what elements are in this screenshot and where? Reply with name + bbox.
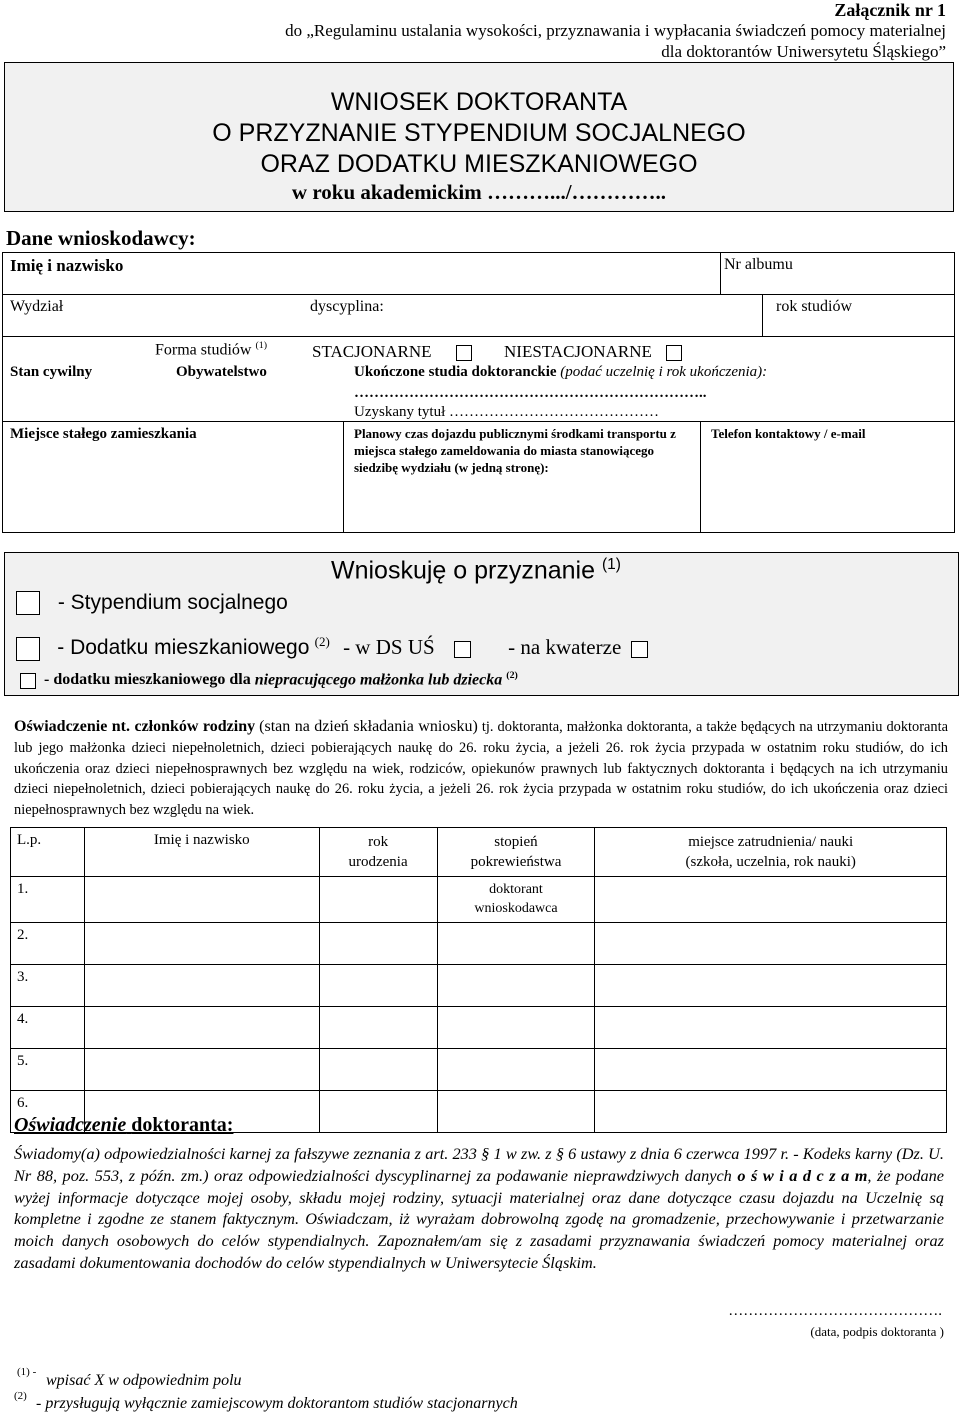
row-name-cell[interactable] bbox=[84, 965, 319, 1007]
study-year-label: rok studiów bbox=[776, 298, 852, 315]
social-scholarship-label: - Stypendium socjalnego bbox=[57, 591, 288, 614]
stationary-checkbox[interactable] bbox=[456, 345, 472, 361]
row-relation-cell[interactable] bbox=[437, 1091, 595, 1133]
title-line-3: ORAZ DODATKU MIESZKANIOWEGO bbox=[260, 150, 698, 178]
table-row: 1. doktorant wnioskodawca bbox=[11, 877, 947, 923]
row-relation-cell[interactable] bbox=[437, 965, 595, 1007]
table-row: 5. bbox=[11, 1049, 947, 1091]
row-name-cell[interactable] bbox=[84, 1007, 319, 1049]
row-birth-cell[interactable] bbox=[319, 1049, 437, 1091]
applicant-section-title: Dane wnioskodawcy: bbox=[6, 226, 196, 250]
row-relation-cell[interactable] bbox=[437, 1049, 595, 1091]
stationary-option bbox=[312, 342, 472, 362]
family-table-header bbox=[11, 828, 947, 877]
col-lp: L.p. bbox=[11, 828, 85, 877]
table-row: 2. bbox=[11, 923, 947, 965]
title-obtained-label: Uzyskany tytuł …………………………………… bbox=[354, 404, 659, 420]
album-label: Nr albumu bbox=[724, 256, 793, 273]
footnote-1-text: wpisać X w odpowiednim polu bbox=[46, 1372, 242, 1389]
family-table bbox=[10, 827, 947, 1133]
row-workplace-cell[interactable] bbox=[595, 1007, 947, 1049]
housing-allowance-checkbox[interactable] bbox=[16, 637, 40, 661]
academic-year-line: w roku akademickim ……….../………….. bbox=[291, 180, 667, 204]
social-scholarship-option bbox=[16, 591, 288, 615]
row-name-cell[interactable] bbox=[84, 877, 319, 923]
residence-label: Miejsce stałego zamieszkania bbox=[10, 426, 197, 442]
row-workplace-cell[interactable] bbox=[595, 877, 947, 923]
discipline-label: dyscyplina: bbox=[310, 298, 384, 315]
social-scholarship-checkbox[interactable] bbox=[16, 591, 40, 615]
row-birth-cell[interactable] bbox=[319, 1091, 437, 1133]
col-birth: rok urodzenia bbox=[319, 828, 437, 877]
col-workplace: miejsce zatrudnienia/ nauki (szkoła, uczelnia, rok nauki) bbox=[595, 828, 947, 877]
col-name: Imię i nazwisko bbox=[84, 828, 319, 877]
row-workplace-cell[interactable] bbox=[595, 1049, 947, 1091]
faculty-label: Wydział bbox=[10, 298, 64, 315]
table-row: 4. bbox=[11, 1007, 947, 1049]
title-line-2: O PRZYZNANIE STYPENDIUM SOCJALNEGO bbox=[212, 119, 746, 147]
row-name-cell[interactable] bbox=[84, 1049, 319, 1091]
row-relation-cell[interactable] bbox=[437, 1007, 595, 1049]
regulation-line-1: do „Regulaminu ustalania wysokości, przyznawania i wypłacania świadczeń pomocy materialnej bbox=[285, 21, 946, 40]
housing-allowance-label: - Dodatku mieszkaniowego bbox=[57, 636, 310, 659]
citizenship-label: Obywatelstwo bbox=[176, 364, 267, 380]
row-birth-cell[interactable] bbox=[319, 877, 437, 923]
row-workplace-cell[interactable] bbox=[595, 965, 947, 1007]
signature-label: (data, podpis doktoranta ) bbox=[810, 1324, 944, 1339]
family-statement: Oświadczenie nt. członków rodziny (stan na dzień składania wniosku) tj. doktoranta, małżonka doktoranta, a także będących na utrzymaniu doktoranta lub jego małżonka dzieci niepełnoletnich, dzieci pobierających naukę do 26. roku życia, a jeżeli 26. rok życia przypada w ostatnim roku studiów, do ich ukończenia oraz dzieci niepełnosprawnych bez względu na wiek, rodziców, opiekunów prawnych lub faktycznych doktoranta i będących na ich utrzymaniu dzieci niepełnoletnich, dzieci pobierających naukę do 26. roku życia, a jeżeli 26. rok życia przypada w ostatnim roku studiów, do ich ukończenia oraz dzieci niepełnosprawnych bez względu na wiek. bbox=[14, 718, 948, 819]
row-birth-cell[interactable] bbox=[319, 965, 437, 1007]
spouse-allowance-option: - dodatku mieszkaniowego dla niepracującego małżonka lub dziecka $^{(2)}$ bbox=[20, 670, 518, 689]
spouse-allowance-checkbox[interactable] bbox=[20, 673, 36, 689]
row-name-cell[interactable] bbox=[84, 923, 319, 965]
table-row: 6. bbox=[11, 1091, 947, 1133]
non-stationary-label: NIESTACJONARNE bbox=[504, 342, 652, 361]
ds-label: - w DS UŚ bbox=[343, 635, 435, 659]
quarters-checkbox[interactable] bbox=[631, 641, 648, 658]
row-birth-cell[interactable] bbox=[319, 1007, 437, 1049]
study-form-label: Forma studiów $^{(1)}$ bbox=[155, 340, 268, 359]
title-line-1: WNIOSEK DOKTORANTA bbox=[330, 88, 628, 116]
stationary-label: STACJONARNE bbox=[312, 342, 432, 361]
commute-time-label: Planowy czas dojazdu publicznymi środkami transportu z miejsca stałego zameldowania do miasta stanowiącego siedzibę wydziału (w jedną stronę): bbox=[354, 426, 676, 475]
doctoral-statement-heading: Oświadczenie doktoranta: bbox=[14, 1114, 234, 1136]
non-stationary-checkbox[interactable] bbox=[666, 345, 682, 361]
footnote-1-mark: (1) - bbox=[17, 1366, 37, 1378]
row-workplace-cell[interactable] bbox=[595, 1091, 947, 1133]
row-relation-cell: doktorant wnioskodawca bbox=[437, 877, 595, 923]
marital-status-label: Stan cywilny bbox=[10, 364, 93, 380]
row-relation-cell[interactable] bbox=[437, 923, 595, 965]
ds-checkbox[interactable] bbox=[454, 641, 471, 658]
annex-label: Załącznik nr 1 bbox=[834, 0, 946, 20]
album-field[interactable] bbox=[724, 256, 954, 292]
title-box bbox=[4, 62, 954, 212]
request-heading: Wnioskuję o przyznanie $^{(1)}$ bbox=[331, 556, 621, 585]
doctoral-statement-body: Świadomy(a) odpowiedzialności karnej za fałszywe zeznania z art. 233 § 1 w zw. z § 6 ustawy z dnia 6 czerwca 1997 r. - Kodeks karny (Dz. U. Nr 88, poz. 553, z późn. zm.) oraz odpowiedzialności dyscyplinarnej za podawanie nieprawdziwych danych o ś w i a d c z a m, że podane wyżej informacje dotyczące mojej osoby, składu mojej rodziny, sytuacji materialnej oraz dane dotyczące czasu dojazdu na Uczelnię są kompletne i zgodne ze stanem faktycznym. Oświadczam, iż wyrażam dobrowolną zgodę na gromadzenie, przechowywanie i przetwarzanie moich danych osobowych do celów stypendialnych. Zapoznałem/am się z zasadami przyznawania świadczeń pomocy materialnej oraz zasadami dokumentowania dochodów do celów stypendialnych w Uniwersytecie Śląskim. bbox=[14, 1144, 944, 1272]
non-stationary-option bbox=[504, 342, 682, 362]
completed-studies-label: Ukończone studia doktoranckie (podać uczelnię i rok ukończenia): bbox=[354, 364, 768, 380]
signature-dots: ……………………………………. bbox=[728, 1303, 942, 1319]
name-field[interactable] bbox=[4, 256, 718, 292]
regulation-line-2: dla doktorantów Uniwersytetu Śląskiego” bbox=[661, 42, 946, 61]
completed-studies-dots: …………………………………………………………….. bbox=[354, 385, 707, 401]
col-relation: stopień pokrewieństwa bbox=[437, 828, 595, 877]
housing-allowance-option: - Dodatku mieszkaniowego $^{(2)}$ - w DS UŚ - na kwaterze bbox=[16, 634, 648, 661]
row-birth-cell[interactable] bbox=[319, 923, 437, 965]
footnote-2-mark: (2) bbox=[14, 1390, 27, 1402]
quarters-label: - na kwaterze bbox=[508, 635, 622, 659]
row-workplace-cell[interactable] bbox=[595, 923, 947, 965]
footnote-2-text: - przysługują wyłącznie zamiejscowym doktorantom studiów stacjonarnych bbox=[36, 1395, 518, 1412]
table-row: 3. bbox=[11, 965, 947, 1007]
contact-label: Telefon kontaktowy / e-mail bbox=[711, 426, 866, 441]
field-name-label: Imię i nazwisko bbox=[10, 256, 124, 275]
